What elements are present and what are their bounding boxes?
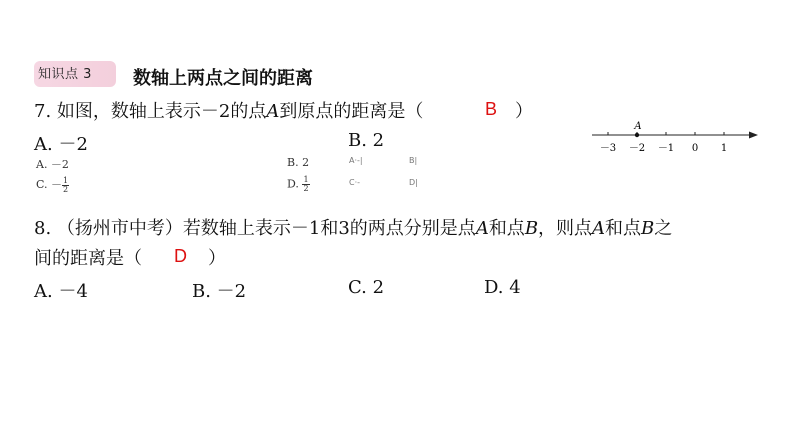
q7-var-a: A xyxy=(266,101,280,122)
q8-answer: D xyxy=(174,246,187,266)
q8-var-a2: A xyxy=(592,218,606,239)
q7-small-option-b: B. 2 xyxy=(287,156,310,169)
q7-small-option-c-num: 1 xyxy=(63,175,69,185)
scan-artifact-3: C·- xyxy=(349,178,361,187)
q7-small-option-a: A. －2 xyxy=(36,158,69,171)
question-8-line-2: 间的距离是（ xyxy=(34,248,142,269)
q8-text-e: 之 xyxy=(654,218,673,239)
q7-stem-tail: 到原点的距离是（ xyxy=(279,101,424,122)
q8-option-b: B. －2 xyxy=(192,281,247,302)
scan-artifact-2: B| xyxy=(409,156,418,165)
question-7-stem xyxy=(34,97,423,123)
q7-small-option-c xyxy=(36,176,69,194)
q8-option-c: C. 2 xyxy=(348,277,385,298)
q7-answer: B xyxy=(485,99,498,119)
q8-text-d: 和点 xyxy=(605,218,642,239)
q7-small-option-c-den: 2 xyxy=(63,184,69,194)
q7-small-option-d-fraction xyxy=(302,176,309,193)
number-line-tick-label: －3 xyxy=(599,143,617,154)
q7-small-option-c-prefix: C. － xyxy=(36,178,63,191)
number-line-tick-label: －2 xyxy=(628,143,646,154)
q8-option-a: A. －4 xyxy=(34,281,88,302)
question-8-line-1 xyxy=(34,214,672,240)
number-line xyxy=(588,120,760,156)
q7-small-option-d-num: 1 xyxy=(303,175,309,184)
scan-artifact-1: A·-| xyxy=(349,156,363,165)
number-line-tick-label: 1 xyxy=(720,143,728,154)
number-line-tick-label: 0 xyxy=(691,143,699,154)
q8-text-a: 8. （扬州市中考）若数轴上表示－1和3的两点分别是点 xyxy=(34,218,476,239)
number-line-arrow xyxy=(749,132,758,139)
q7-small-option-d xyxy=(287,176,310,193)
q8-text-b: 和点 xyxy=(488,218,525,239)
q8-var-b2: B xyxy=(641,218,655,239)
q8-text-c: ，则点 xyxy=(538,218,593,239)
q8-option-d: D. 4 xyxy=(484,277,521,298)
q7-small-option-d-prefix: D. xyxy=(287,177,299,191)
scan-artifact-4: D| xyxy=(409,178,418,187)
point-a-label: A xyxy=(634,121,642,132)
q7-option-a: A. －2 xyxy=(34,134,88,155)
section-tag: 知识点 3 xyxy=(38,67,92,82)
section-title: 数轴上两点之间的距离 xyxy=(133,68,313,89)
number-line-tick-label: －1 xyxy=(657,143,675,154)
q7-stem-text: 7. 如图，数轴上表示－2的点 xyxy=(34,101,267,122)
point-a-dot xyxy=(635,133,639,137)
q7-close-paren: ） xyxy=(515,101,533,122)
q7-small-option-c-fraction xyxy=(62,177,69,194)
q8-close-paren: ） xyxy=(208,248,226,269)
q7-small-option-d-den: 2 xyxy=(303,184,309,193)
q8-var-a: A xyxy=(475,218,489,239)
q8-var-b: B xyxy=(524,218,539,239)
q7-option-b: B. 2 xyxy=(348,130,385,151)
